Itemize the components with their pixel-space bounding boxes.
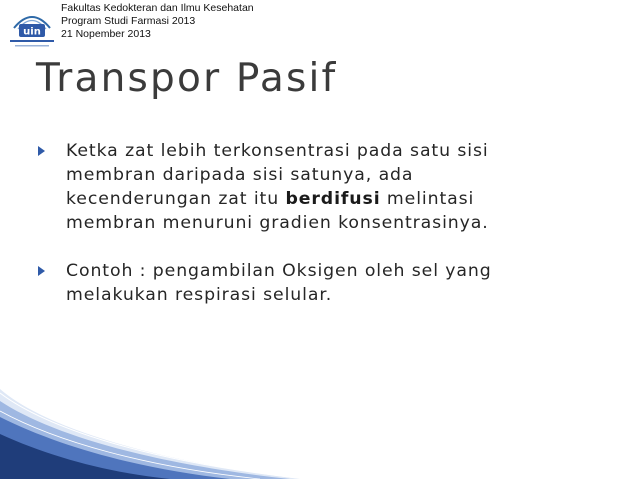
university-logo (6, 4, 58, 50)
bullet-arrow-icon (38, 146, 45, 156)
date-label: 21 Nopember 2013 (61, 28, 151, 40)
bullet-text: kecenderungan zat itu (66, 189, 286, 209)
bullet-arrow-icon (38, 266, 45, 276)
bullet-line: melakukan respirasi selular. (66, 285, 333, 305)
bullet-item-example (38, 259, 598, 307)
corner-wave-decoration (0, 389, 300, 479)
emphasized-word: berdifusi (285, 189, 381, 209)
bullet-list (38, 139, 598, 307)
header-info (61, 2, 254, 41)
bullet-line: Contoh : pengambilan Oksigen oleh sel yang (66, 261, 492, 281)
faculty-name: Fakultas Kedokteran dan Ilmu Kesehatan (61, 2, 254, 14)
bullet-line: membran menuruni gradien konsentrasinya. (66, 213, 489, 233)
program-name: Program Studi Farmasi 2013 (61, 15, 196, 27)
bullet-line: membran daripada sisi satunya, ada (66, 165, 414, 185)
slide-title: Transpor Pasif (36, 56, 338, 101)
bullet-line: Ketka zat lebih terkonsentrasi pada satu sisi (66, 141, 489, 161)
bullet-text: melintasi (380, 189, 475, 209)
bullet-line (66, 187, 598, 211)
svg-text:uin: uin (23, 26, 41, 38)
bullet-item-passive-transport (38, 139, 598, 235)
